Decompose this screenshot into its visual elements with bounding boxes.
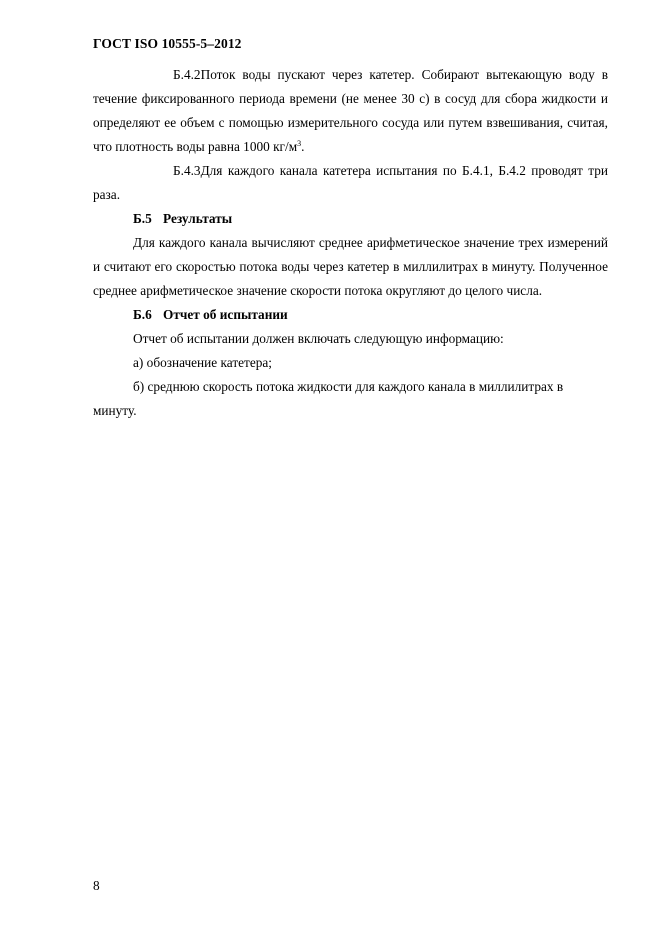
clause-text: Поток воды пускают через катетер. Собирают вытекающую воду в течение фиксированного периода времени (не менее 30 с) в сосуд для сбора жидкости и определяют ее объем с помощью измерительного сосуда или путем взвешивания, считая, что плотность воды равна 1000 кг/м	[93, 67, 608, 154]
page-number: 8	[93, 878, 100, 893]
section-b6-intro: Отчет об испытании должен включать следующую информацию:	[133, 331, 504, 346]
clause-b4-2	[93, 63, 608, 159]
list-marker: а)	[133, 355, 144, 370]
list-item-text: обозначение катетера;	[146, 355, 273, 370]
section-b6-title	[93, 303, 608, 327]
list-marker: б)	[133, 379, 145, 394]
clause-number: Б.4.2	[173, 67, 201, 82]
clause-b4-3	[93, 159, 608, 207]
list-item	[93, 375, 608, 423]
section-number: Б.5	[133, 211, 152, 226]
document-code-header: ГОСТ ISO 10555-5–2012	[93, 36, 242, 51]
section-title: Отчет об испытании	[163, 307, 288, 322]
list-item-text: среднюю скорость потока жидкости для каждого канала в миллилитрах в минуту.	[93, 379, 564, 418]
superscript: 3	[297, 139, 302, 148]
clause-number: Б.4.3	[173, 163, 201, 178]
clause-text: Для каждого канала катетера испытания по Б.4.1, Б.4.2 проводят три раза.	[93, 163, 608, 202]
section-number: Б.6	[133, 307, 152, 322]
section-b5-text: Для каждого канала вычисляют среднее арифметическое значение трех измерений и считают его скоростью потока воды через катетер в миллилитрах в минуту. Полученное среднее арифметическое значение скорости потока округляют до целого числа.	[93, 235, 608, 298]
document-body	[93, 63, 608, 423]
clause-end: .	[301, 139, 305, 154]
section-title: Результаты	[163, 211, 233, 226]
list-item	[93, 351, 608, 375]
section-b5-title	[93, 207, 608, 231]
